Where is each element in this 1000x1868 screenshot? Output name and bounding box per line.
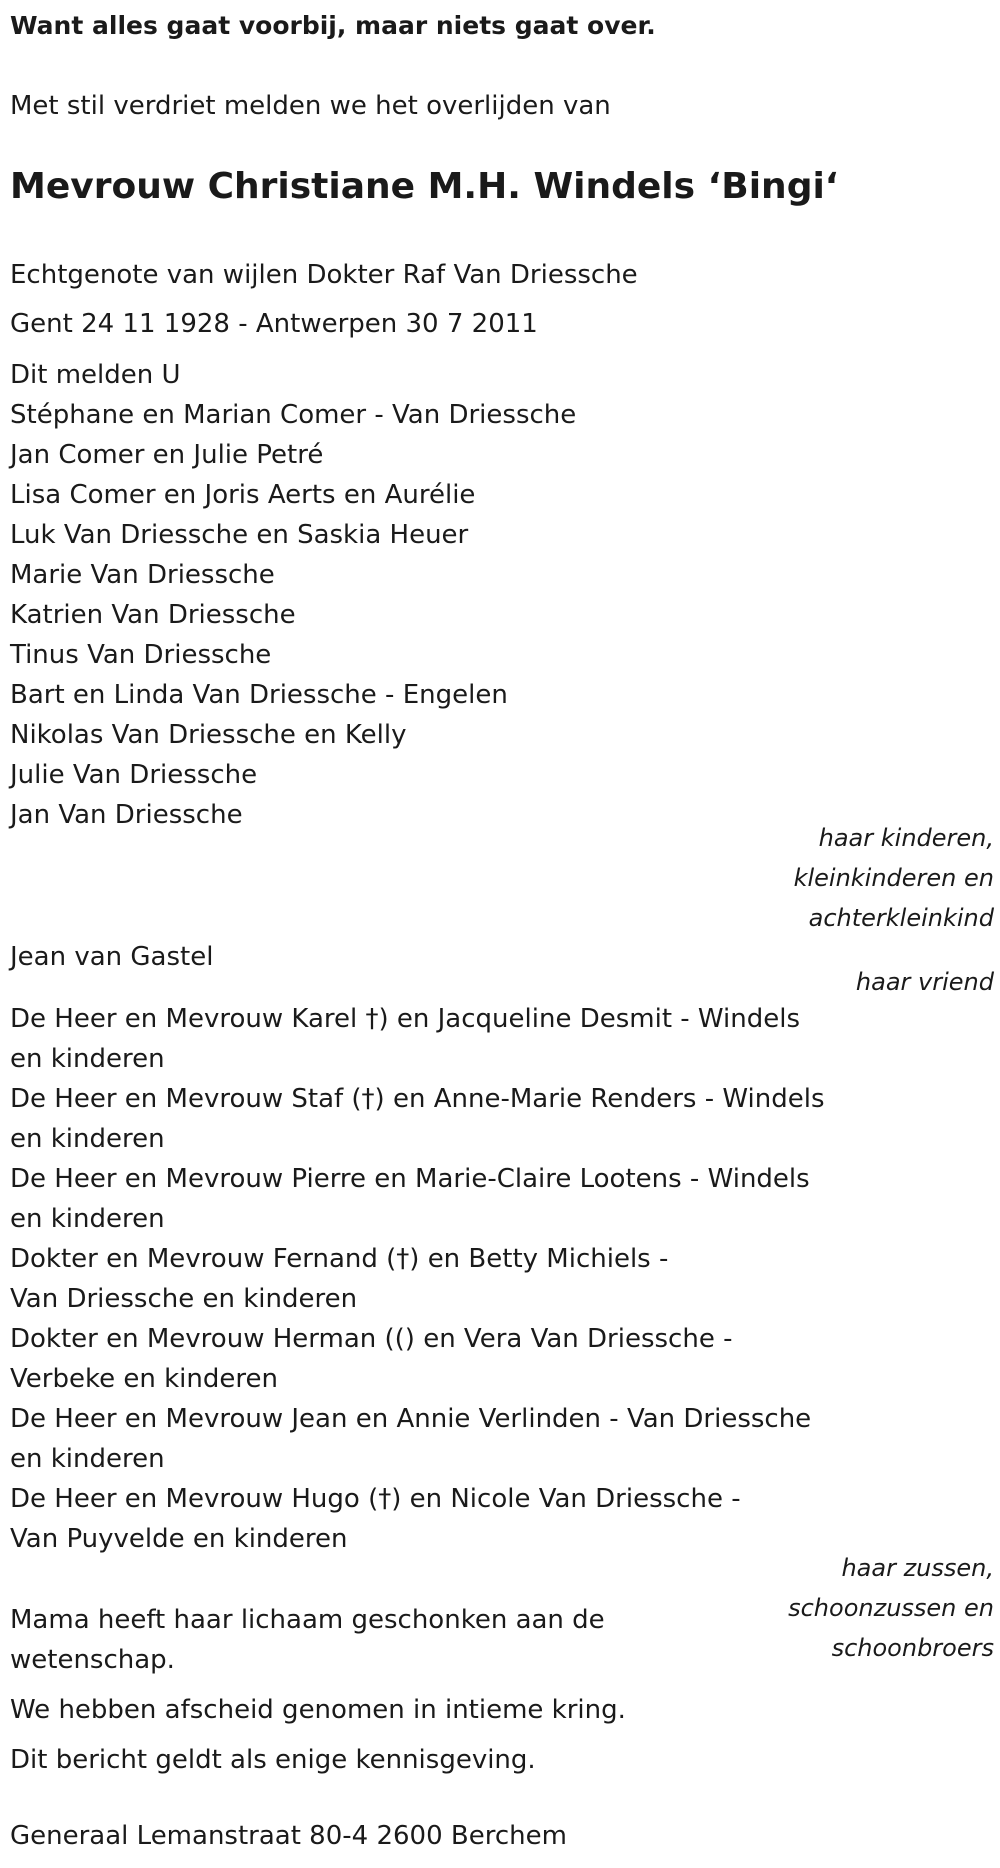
deceased-name: Mevrouw Christiane M.H. Windels ‘Bingi‘ [10, 166, 839, 207]
family-line: Luk Van Driessche en Saskia Heuer [10, 520, 469, 550]
spouse-line: Echtgenote van wijlen Dokter Raf Van Driessche [10, 260, 638, 290]
family-line: Bart en Linda Van Driessche - Engelen [10, 680, 508, 710]
life-dates: Gent 24 11 1928 - Antwerpen 30 7 2011 [10, 309, 538, 339]
family-line: Marie Van Driessche [10, 560, 275, 590]
family-line: Jan Comer en Julie Petré [10, 440, 324, 470]
children-role: kleinkinderen en [793, 864, 994, 892]
siblings-line: De Heer en Mevrouw Staf (†) en Anne-Marie Renders - Windels [10, 1084, 825, 1114]
friend-role: haar vriend [855, 968, 994, 996]
siblings-line: Dokter en Mevrouw Fernand (†) en Betty Michiels - [10, 1244, 669, 1274]
friend-name: Jean van Gastel [10, 942, 214, 972]
children-role: achterkleinkind [808, 904, 994, 932]
siblings-line: Verbeke en kinderen [10, 1364, 278, 1394]
notice-body: wetenschap. [10, 1645, 175, 1675]
siblings-line: De Heer en Mevrouw Hugo (†) en Nicole Van Driessche - [10, 1484, 741, 1514]
siblings-role: haar zussen, [841, 1554, 994, 1582]
siblings-line: Van Driessche en kinderen [10, 1284, 358, 1314]
siblings-line: De Heer en Mevrouw Jean en Annie Verlinden - Van Driessche [10, 1404, 812, 1434]
farewell: We hebben afscheid genomen in intieme kring. [10, 1695, 626, 1725]
siblings-line: en kinderen [10, 1204, 165, 1234]
notice-body: Mama heeft haar lichaam geschonken aan de [10, 1605, 605, 1635]
motto: Want alles gaat voorbij, maar niets gaat over. [10, 11, 656, 40]
siblings-line: en kinderen [10, 1444, 165, 1474]
siblings-line: Van Puyvelde en kinderen [10, 1524, 348, 1554]
notice-only: Dit bericht geldt als enige kennisgeving. [10, 1745, 536, 1775]
siblings-line: De Heer en Mevrouw Karel †) en Jacqueline Desmit - Windels [10, 1004, 801, 1034]
family-line: Nikolas Van Driessche en Kelly [10, 720, 407, 750]
children-role: haar kinderen, [818, 824, 994, 852]
siblings-line: en kinderen [10, 1044, 165, 1074]
family-line: Katrien Van Driessche [10, 600, 296, 630]
siblings-line: en kinderen [10, 1124, 165, 1154]
family-line: Jan Van Driessche [10, 800, 243, 830]
family-line: Julie Van Driessche [10, 760, 258, 790]
address: Generaal Lemanstraat 80-4 2600 Berchem [10, 1821, 567, 1851]
announcement: Met stil verdriet melden we het overlijden van [10, 91, 611, 121]
siblings-line: Dokter en Mevrouw Herman (() en Vera Van Driessche - [10, 1324, 733, 1354]
family-line: Stéphane en Marian Comer - Van Driessche [10, 400, 577, 430]
family-line: Tinus Van Driessche [10, 640, 272, 670]
children-intro: Dit melden U [10, 360, 181, 390]
siblings-role: schoonbroers [831, 1634, 994, 1662]
siblings-line: De Heer en Mevrouw Pierre en Marie-Claire Lootens - Windels [10, 1164, 810, 1194]
family-line: Lisa Comer en Joris Aerts en Aurélie [10, 480, 476, 510]
siblings-role: schoonzussen en [788, 1594, 994, 1622]
